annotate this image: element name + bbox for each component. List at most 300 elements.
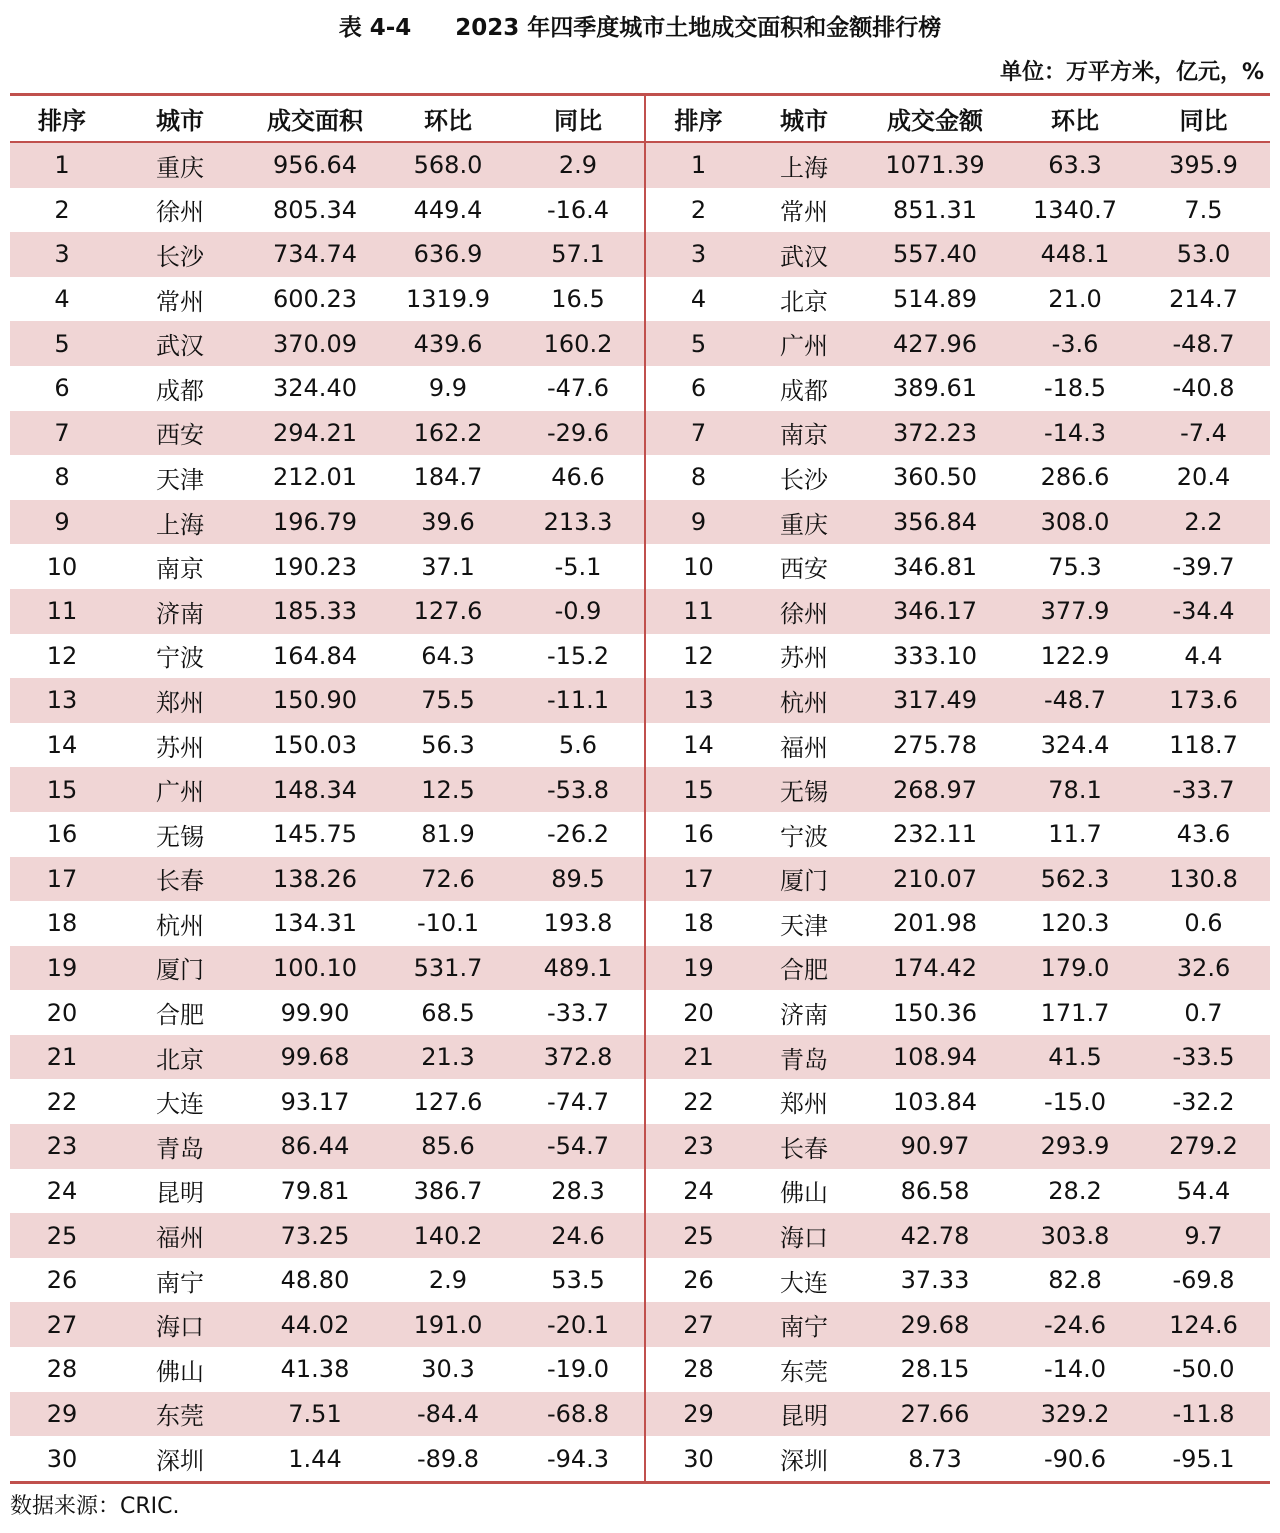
cell-amount-yoy: 124.6 <box>1137 1302 1270 1347</box>
cell-area-value: 44.02 <box>246 1302 384 1347</box>
cell-city-right: 徐州 <box>751 589 857 634</box>
cell-amount-yoy: 173.6 <box>1137 678 1270 723</box>
cell-area-mom: 386.7 <box>413 1176 483 1205</box>
cell-amount-value: 333.10 <box>893 641 977 670</box>
cell-area-mom: 12.5 <box>384 767 512 812</box>
header-yoy-left: 同比 <box>512 96 645 142</box>
table-row <box>10 678 1270 723</box>
cell-rank-right: 13 <box>645 678 751 723</box>
cell-area-yoy: -68.8 <box>512 1392 645 1437</box>
cell-area-value: 145.75 <box>273 820 357 849</box>
cell-area-mom: 37.1 <box>421 552 475 581</box>
cell-area-value: 138.26 <box>246 857 384 902</box>
cell-amount-value: 346.17 <box>857 589 1013 634</box>
cell-area-value: 150.03 <box>273 731 357 760</box>
header-city-right: 城市 <box>751 96 857 142</box>
cell-area-value: 734.74 <box>246 232 384 277</box>
cell-area-mom: 64.3 <box>421 641 475 670</box>
cell-area-value: 148.34 <box>246 767 384 812</box>
cell-area-mom: 439.6 <box>384 321 512 366</box>
cell-amount-yoy: -32.2 <box>1172 1087 1235 1116</box>
cell-amount-value: 389.61 <box>893 374 977 403</box>
cell-amount-mom: 122.9 <box>1040 641 1110 670</box>
cell-area-yoy: 5.6 <box>558 731 598 760</box>
cell-area-yoy: -33.7 <box>546 998 610 1027</box>
cell-rank-left: 13 <box>10 678 114 723</box>
cell-amount-value: 42.78 <box>857 1213 1013 1258</box>
cell-rank-left: 7 <box>10 411 114 456</box>
cell-city-right: 武汉 <box>751 232 857 277</box>
cell-area-yoy: -16.4 <box>546 195 610 224</box>
cell-city-left: 长沙 <box>114 232 246 277</box>
cell-city-right: 广州 <box>751 321 857 366</box>
header-rank-right: 排序 <box>645 96 751 142</box>
cell-city-right: 常州 <box>780 198 828 227</box>
cell-amount-yoy: -48.7 <box>1137 321 1270 366</box>
cell-area-mom: -89.8 <box>416 1444 480 1473</box>
cell-rank-left: 10 <box>46 552 78 581</box>
cell-amount-value: 268.97 <box>857 767 1013 812</box>
cell-area-value: 99.68 <box>246 1035 384 1080</box>
cell-city-right: 福州 <box>780 733 828 762</box>
cell-rank-right: 14 <box>645 723 751 768</box>
cell-rank-right: 24 <box>645 1169 751 1214</box>
cell-amount-yoy: 0.6 <box>1184 909 1223 938</box>
cell-area-value: 185.33 <box>246 589 384 634</box>
cell-city-right: 宁波 <box>780 822 828 851</box>
data-source: 数据来源：CRIC. <box>10 1494 180 1519</box>
cell-area-mom: 21.3 <box>384 1035 512 1080</box>
table-row <box>10 1035 1270 1080</box>
table-row <box>10 321 1270 366</box>
cell-area-yoy: -47.6 <box>546 374 610 403</box>
table-row <box>10 723 1270 768</box>
cell-area-mom: 30.3 <box>421 1355 475 1384</box>
cell-area-mom: 162.2 <box>384 411 512 456</box>
cell-area-value: 164.84 <box>273 641 357 670</box>
cell-amount-yoy: 4.4 <box>1184 641 1223 670</box>
cell-amount-value: 150.36 <box>893 998 977 1027</box>
cell-area-yoy: -20.1 <box>512 1302 645 1347</box>
cell-amount-value: 557.40 <box>857 232 1013 277</box>
cell-area-yoy: -29.6 <box>512 411 645 456</box>
cell-rank-left: 1 <box>10 142 114 188</box>
cell-area-yoy: 24.6 <box>512 1213 645 1258</box>
cell-rank-left: 22 <box>46 1087 78 1116</box>
cell-rank-left: 28 <box>46 1355 78 1384</box>
cell-city-right: 佛山 <box>780 1179 828 1208</box>
header-city-left: 城市 <box>114 96 246 142</box>
cell-amount-yoy: -69.8 <box>1172 1266 1235 1295</box>
cell-area-yoy: 16.5 <box>551 285 605 314</box>
cell-area-value: 41.38 <box>280 1355 350 1384</box>
cell-rank-left: 20 <box>46 998 78 1027</box>
table-body <box>10 142 1270 1481</box>
cell-area-value: 150.90 <box>246 678 384 723</box>
cell-city-right: 青岛 <box>751 1035 857 1080</box>
cell-city-right: 无锡 <box>751 767 857 812</box>
cell-rank-right: 20 <box>645 990 751 1035</box>
table-row <box>10 1079 1270 1124</box>
cell-area-value: 73.25 <box>246 1213 384 1258</box>
cell-city-left: 天津 <box>156 465 204 494</box>
cell-city-left: 西安 <box>114 411 246 456</box>
cell-city-right: 长沙 <box>780 465 828 494</box>
cell-rank-left: 14 <box>46 731 78 760</box>
cell-amount-value: 29.68 <box>857 1302 1013 1347</box>
cell-area-mom: 184.7 <box>413 463 483 492</box>
cell-city-left: 重庆 <box>114 142 246 188</box>
cell-rank-right: 18 <box>645 901 751 946</box>
cell-city-left: 青岛 <box>114 1124 246 1169</box>
cell-area-yoy: 89.5 <box>512 857 645 902</box>
cell-amount-value: 210.07 <box>857 857 1013 902</box>
cell-rank-left: 18 <box>46 909 78 938</box>
cell-amount-mom: 324.4 <box>1040 731 1110 760</box>
cell-area-yoy: 489.1 <box>512 946 645 991</box>
cell-amount-value: 1071.39 <box>857 142 1013 188</box>
cell-amount-yoy: 7.5 <box>1184 195 1223 224</box>
cell-amount-mom: 78.1 <box>1013 767 1137 812</box>
cell-area-yoy: 57.1 <box>512 232 645 277</box>
cell-rank-left: 8 <box>54 463 70 492</box>
header-mom-left: 环比 <box>384 96 512 142</box>
cell-city-left: 郑州 <box>114 678 246 723</box>
cell-rank-left: 24 <box>46 1176 78 1205</box>
cell-city-right: 昆明 <box>751 1392 857 1437</box>
cell-area-mom: 56.3 <box>421 731 475 760</box>
cell-rank-left: 29 <box>10 1392 114 1437</box>
cell-amount-mom: 179.0 <box>1013 946 1137 991</box>
cell-amount-yoy: -7.4 <box>1137 411 1270 456</box>
cell-amount-mom: 329.2 <box>1013 1392 1137 1437</box>
table-row <box>10 1169 1270 1214</box>
cell-area-value: 7.51 <box>246 1392 384 1437</box>
table-row <box>10 1124 1270 1169</box>
cell-rank-left: 21 <box>10 1035 114 1080</box>
cell-rank-right: 30 <box>645 1436 751 1481</box>
cell-area-value: 956.64 <box>246 142 384 188</box>
cell-amount-yoy: 2.2 <box>1137 500 1270 545</box>
cell-area-yoy: 2.9 <box>512 142 645 188</box>
cell-rank-left: 26 <box>46 1266 78 1295</box>
cell-area-mom: 191.0 <box>384 1302 512 1347</box>
table-title-text: 2023 年四季度城市土地成交面积和金额排行榜 <box>455 15 942 41</box>
cell-area-value: 79.81 <box>280 1176 350 1205</box>
cell-rank-left: 25 <box>10 1213 114 1258</box>
cell-rank-right: 2 <box>645 188 751 233</box>
cell-amount-mom: 120.3 <box>1040 909 1110 938</box>
cell-amount-mom: 303.8 <box>1013 1213 1137 1258</box>
cell-rank-right: 5 <box>645 321 751 366</box>
cell-city-left: 徐州 <box>156 198 204 227</box>
cell-area-yoy: -26.2 <box>546 820 610 849</box>
table-row <box>10 812 1270 857</box>
cell-amount-mom: 293.9 <box>1013 1124 1137 1169</box>
cell-city-left: 杭州 <box>156 911 204 940</box>
cell-rank-right: 8 <box>645 455 751 500</box>
cell-area-yoy: -54.7 <box>512 1124 645 1169</box>
cell-rank-left: 5 <box>10 321 114 366</box>
cell-city-left: 南宁 <box>156 1268 204 1297</box>
cell-amount-mom: 75.3 <box>1048 552 1102 581</box>
cell-area-yoy: -0.9 <box>512 589 645 634</box>
cell-area-yoy: -53.8 <box>512 767 645 812</box>
cell-city-left: 常州 <box>156 287 204 316</box>
header-area: 成交面积 <box>246 96 384 142</box>
cell-rank-left: 6 <box>54 374 70 403</box>
cell-area-yoy: 53.5 <box>551 1266 605 1295</box>
cell-city-left: 上海 <box>114 500 246 545</box>
cell-area-mom: -10.1 <box>416 909 480 938</box>
cell-amount-mom: 171.7 <box>1040 998 1110 1027</box>
table-row <box>10 901 1270 946</box>
cell-amount-value: 372.23 <box>857 411 1013 456</box>
cell-rank-right: 29 <box>645 1392 751 1437</box>
cell-city-left: 北京 <box>114 1035 246 1080</box>
cell-amount-value: 108.94 <box>857 1035 1013 1080</box>
cell-city-right: 郑州 <box>780 1090 828 1119</box>
cell-city-left: 成都 <box>156 376 204 405</box>
cell-city-left: 苏州 <box>156 733 204 762</box>
cell-rank-right: 23 <box>645 1124 751 1169</box>
table-row <box>10 277 1270 322</box>
cell-city-right: 南京 <box>751 411 857 456</box>
cell-rank-left: 19 <box>10 946 114 991</box>
cell-amount-yoy: -33.7 <box>1137 767 1270 812</box>
cell-amount-mom: 308.0 <box>1013 500 1137 545</box>
cell-rank-right: 4 <box>645 277 751 322</box>
cell-city-right: 厦门 <box>751 857 857 902</box>
cell-rank-left: 16 <box>46 820 78 849</box>
header-amount: 成交金额 <box>857 96 1013 142</box>
cell-rank-right: 10 <box>645 544 751 589</box>
cell-amount-yoy: 32.6 <box>1137 946 1270 991</box>
cell-amount-value: 851.31 <box>893 195 977 224</box>
cell-amount-yoy: -39.7 <box>1172 552 1235 581</box>
cell-amount-value: 275.78 <box>893 731 977 760</box>
cell-city-right: 西安 <box>780 555 828 584</box>
cell-amount-value: 8.73 <box>908 1444 962 1473</box>
cell-area-yoy: -11.1 <box>512 678 645 723</box>
cell-area-mom: 72.6 <box>384 857 512 902</box>
table-row <box>10 634 1270 679</box>
cell-area-mom: 127.6 <box>384 589 512 634</box>
cell-area-value: 86.44 <box>246 1124 384 1169</box>
cell-city-right: 合肥 <box>751 946 857 991</box>
cell-area-yoy: 160.2 <box>512 321 645 366</box>
table-row <box>10 500 1270 545</box>
cell-amount-value: 427.96 <box>857 321 1013 366</box>
cell-area-mom: 449.4 <box>413 195 483 224</box>
cell-city-right: 上海 <box>751 142 857 188</box>
cell-amount-yoy: 53.0 <box>1137 232 1270 277</box>
cell-amount-mom: 21.0 <box>1048 285 1102 314</box>
cell-amount-value: 514.89 <box>893 285 977 314</box>
cell-area-yoy: 372.8 <box>512 1035 645 1080</box>
cell-rank-left: 9 <box>10 500 114 545</box>
cell-amount-yoy: -50.0 <box>1172 1355 1235 1384</box>
cell-city-left: 海口 <box>114 1302 246 1347</box>
cell-area-mom: 9.9 <box>428 374 468 403</box>
cell-city-right: 成都 <box>780 376 828 405</box>
cell-rank-right: 6 <box>645 366 751 411</box>
cell-area-value: 805.34 <box>273 195 357 224</box>
cell-amount-yoy: 0.7 <box>1184 998 1223 1027</box>
table-row <box>10 455 1270 500</box>
cell-area-value: 100.10 <box>246 946 384 991</box>
cell-amount-mom: 11.7 <box>1048 820 1102 849</box>
cell-amount-value: 28.15 <box>900 1355 970 1384</box>
cell-amount-yoy: 9.7 <box>1137 1213 1270 1258</box>
cell-city-right: 济南 <box>780 1001 828 1030</box>
cell-amount-value: 37.33 <box>900 1266 970 1295</box>
cell-area-value: 190.23 <box>273 552 357 581</box>
table-row <box>10 1436 1270 1481</box>
cell-amount-value: 27.66 <box>857 1392 1013 1437</box>
cell-area-value: 134.31 <box>273 909 357 938</box>
cell-amount-mom: -18.5 <box>1043 374 1107 403</box>
cell-city-right: 北京 <box>780 287 828 316</box>
cell-city-left: 大连 <box>156 1090 204 1119</box>
cell-rank-left: 15 <box>10 767 114 812</box>
cell-area-value: 370.09 <box>246 321 384 366</box>
cell-area-mom: 68.5 <box>421 998 475 1027</box>
cell-city-right: 苏州 <box>780 644 828 673</box>
cell-rank-left: 4 <box>54 285 70 314</box>
cell-rank-left: 11 <box>10 589 114 634</box>
cell-rank-right: 11 <box>645 589 751 634</box>
cell-area-yoy: -19.0 <box>546 1355 610 1384</box>
cell-amount-mom: -90.6 <box>1043 1444 1107 1473</box>
cell-area-mom: 75.5 <box>384 678 512 723</box>
cell-amount-value: 103.84 <box>893 1087 977 1116</box>
cell-amount-mom: 448.1 <box>1013 232 1137 277</box>
cell-amount-value: 90.97 <box>857 1124 1013 1169</box>
cell-city-right: 南宁 <box>751 1302 857 1347</box>
cell-amount-mom: 41.5 <box>1013 1035 1137 1080</box>
cell-rank-right: 7 <box>645 411 751 456</box>
table-row <box>10 990 1270 1035</box>
table-row <box>10 767 1270 812</box>
cell-amount-yoy: 43.6 <box>1176 820 1231 849</box>
table-title <box>0 8 1280 48</box>
table-row <box>10 1392 1270 1437</box>
cell-amount-mom: 562.3 <box>1013 857 1137 902</box>
cell-city-left: 东莞 <box>114 1392 246 1437</box>
cell-rank-left: 2 <box>54 195 70 224</box>
cell-area-mom: 2.9 <box>428 1266 468 1295</box>
cell-amount-yoy: 20.4 <box>1176 463 1231 492</box>
table-row <box>10 946 1270 991</box>
cell-city-left: 佛山 <box>156 1357 204 1386</box>
cell-amount-mom: -24.6 <box>1013 1302 1137 1347</box>
cell-area-value: 212.01 <box>273 463 357 492</box>
cell-rank-right: 12 <box>645 634 751 679</box>
header-yoy-right: 同比 <box>1137 96 1270 142</box>
cell-amount-yoy: -34.4 <box>1137 589 1270 634</box>
cell-amount-mom: -3.6 <box>1013 321 1137 366</box>
cell-city-right: 重庆 <box>751 500 857 545</box>
ranking-table <box>10 96 1270 1481</box>
cell-amount-value: 356.84 <box>857 500 1013 545</box>
cell-amount-value: 201.98 <box>893 909 977 938</box>
cell-area-yoy: 28.3 <box>551 1176 605 1205</box>
cell-amount-value: 317.49 <box>857 678 1013 723</box>
table-number: 表 4-4 <box>338 15 412 41</box>
table-row <box>10 232 1270 277</box>
cell-amount-mom: 286.6 <box>1040 463 1110 492</box>
table-row <box>10 411 1270 456</box>
cell-amount-yoy: 54.4 <box>1176 1176 1231 1205</box>
cell-area-value: 600.23 <box>273 285 357 314</box>
cell-rank-right: 25 <box>645 1213 751 1258</box>
cell-area-value: 99.90 <box>280 998 350 1027</box>
cell-amount-yoy: 118.7 <box>1169 731 1238 760</box>
cell-area-yoy: 193.8 <box>543 909 613 938</box>
cell-area-yoy: -15.2 <box>546 641 610 670</box>
table-row <box>10 544 1270 589</box>
header-mom-right: 环比 <box>1013 96 1137 142</box>
cell-amount-yoy: -33.5 <box>1137 1035 1270 1080</box>
cell-city-right: 东莞 <box>780 1357 828 1386</box>
cell-city-right: 深圳 <box>780 1447 828 1476</box>
cell-rank-right: 1 <box>645 142 751 188</box>
cell-city-left: 合肥 <box>156 1001 204 1030</box>
cell-area-mom: 81.9 <box>421 820 475 849</box>
table-row <box>10 366 1270 411</box>
cell-amount-yoy: -95.1 <box>1172 1444 1235 1473</box>
cell-area-yoy: 46.6 <box>551 463 605 492</box>
cell-rank-left: 23 <box>10 1124 114 1169</box>
cell-area-mom: 127.6 <box>413 1087 483 1116</box>
cell-amount-mom: 28.2 <box>1048 1176 1102 1205</box>
cell-amount-yoy: 279.2 <box>1137 1124 1270 1169</box>
cell-area-value: 1.44 <box>288 1444 342 1473</box>
cell-city-left: 南京 <box>156 555 204 584</box>
cell-area-value: 294.21 <box>246 411 384 456</box>
cell-rank-right: 17 <box>645 857 751 902</box>
cell-rank-right: 22 <box>645 1079 751 1124</box>
cell-rank-right: 19 <box>645 946 751 991</box>
cell-rank-left: 3 <box>10 232 114 277</box>
cell-city-left: 无锡 <box>156 822 204 851</box>
cell-amount-mom: 377.9 <box>1013 589 1137 634</box>
cell-city-right: 海口 <box>751 1213 857 1258</box>
cell-area-yoy: -94.3 <box>546 1444 610 1473</box>
table-row <box>10 142 1270 188</box>
cell-rank-left: 17 <box>10 857 114 902</box>
cell-area-yoy: -5.1 <box>554 552 602 581</box>
cell-amount-mom: -48.7 <box>1013 678 1137 723</box>
cell-city-left: 福州 <box>114 1213 246 1258</box>
cell-amount-mom: 63.3 <box>1013 142 1137 188</box>
cell-area-mom: 140.2 <box>384 1213 512 1258</box>
cell-amount-yoy: 214.7 <box>1169 285 1238 314</box>
cell-area-value: 324.40 <box>273 374 357 403</box>
cell-rank-right: 16 <box>645 812 751 857</box>
cell-city-left: 长春 <box>114 857 246 902</box>
cell-amount-mom: 82.8 <box>1048 1266 1102 1295</box>
cell-area-yoy: 213.3 <box>512 500 645 545</box>
cell-area-mom: 531.7 <box>384 946 512 991</box>
header-rank-left: 排序 <box>10 96 114 142</box>
cell-rank-right: 27 <box>645 1302 751 1347</box>
cell-rank-right: 9 <box>645 500 751 545</box>
cell-rank-right: 26 <box>645 1258 751 1303</box>
table-row <box>10 1302 1270 1347</box>
cell-amount-yoy: 130.8 <box>1137 857 1270 902</box>
